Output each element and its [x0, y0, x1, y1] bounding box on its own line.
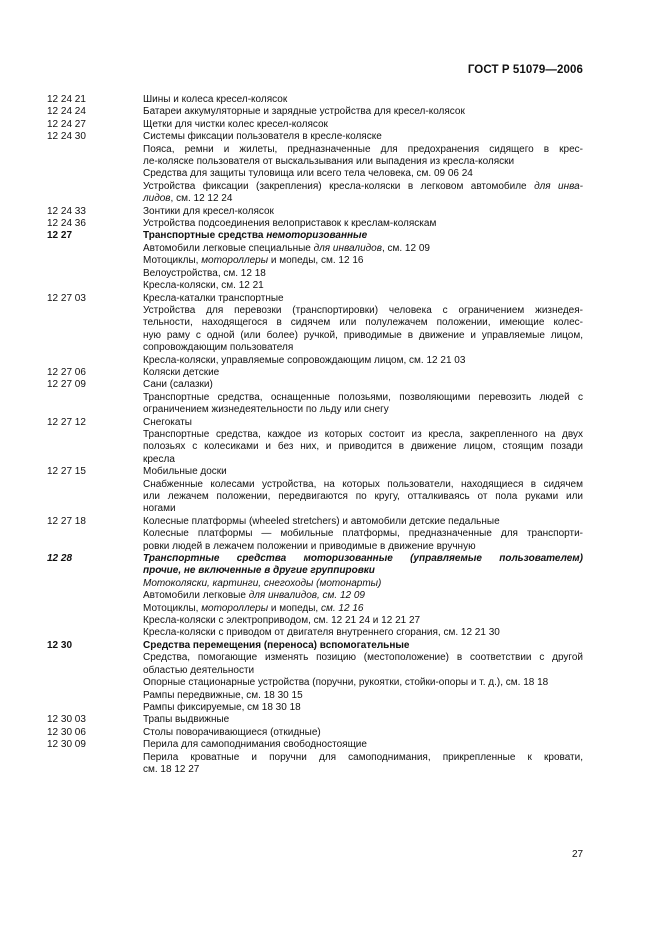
entry-text-part: или лежачем положении, передвигаются по кругу, отталкиваясь от пола руками или: [143, 491, 583, 502]
list-item: [47, 230, 583, 242]
entry-text: [143, 690, 583, 702]
entry-text: [143, 565, 583, 577]
list-item: [47, 293, 583, 305]
entry-text-part: Кресла-коляски с приводом от двигателя внутреннего сгорания, см. 12 21 30: [143, 627, 500, 639]
entry-text-part: Устройства фиксации (закрепления) кресла-коляски в легковом автомобиле: [143, 180, 535, 192]
entry-code: 12 27 09: [47, 379, 86, 391]
entry-code: [47, 268, 143, 280]
list-item: [47, 615, 583, 627]
entry-text-part: Перила кроватные и поручни для самоподнимания, прикрепленные к кровати,: [143, 751, 583, 763]
entry-text: [143, 305, 583, 317]
list-item: [47, 330, 583, 342]
entry-text: [143, 193, 583, 205]
list-item: [47, 603, 583, 615]
entry-text: [143, 392, 583, 404]
entry-code: [47, 565, 143, 577]
entry-text: [143, 528, 583, 540]
entry-text: [143, 181, 583, 193]
entry-text: [143, 268, 583, 280]
entry-code: [47, 243, 143, 255]
list-item: [47, 516, 583, 528]
entry-text: [143, 330, 583, 342]
entry-text: [143, 516, 583, 528]
entry-text-italic: Транспортные средства моторизованные (управляемые пользователем): [143, 553, 583, 565]
entry-text-part: Велоустройства, см. 12 18: [143, 267, 266, 279]
entry-code: [47, 317, 143, 329]
list-item: [47, 255, 583, 267]
entry-code: [47, 627, 143, 639]
entry-text: [143, 652, 583, 664]
entry-text: [143, 230, 583, 242]
entry-text: [143, 156, 583, 168]
entry-code: [47, 652, 143, 664]
entry-text-part: сопровождающим пользователя: [143, 342, 294, 354]
list-item: [47, 764, 583, 776]
entry-code: [47, 156, 143, 168]
classification-list: [47, 94, 583, 776]
entry-text-part: ногами: [143, 503, 176, 515]
entry-text-italic: для инва-: [534, 180, 583, 192]
list-item: [47, 541, 583, 553]
entry-text: [143, 590, 583, 602]
entry-text-part: см. 18 12 27: [143, 763, 200, 775]
entry-text: [143, 367, 583, 379]
entry-code: [47, 503, 143, 515]
entry-code: 12 27 15: [47, 466, 86, 478]
list-item: [47, 590, 583, 602]
entry-text-part: ровки людей в лежачем положении и приводимые в движение вручную: [143, 540, 476, 552]
entry-code: [47, 181, 143, 193]
entry-text: [143, 355, 583, 367]
entry-text: [143, 106, 583, 118]
entry-code: [47, 404, 143, 416]
entry-text-part: полозьях с колесиками и без них, и приводится в движение лицом, стоящим позади: [143, 441, 583, 453]
list-item: [47, 578, 583, 590]
entry-text-part: Средства перемещения (переноса) вспомогательные: [143, 639, 410, 651]
entry-text: [143, 466, 583, 478]
list-item: [47, 702, 583, 714]
list-item: [47, 206, 583, 218]
entry-code: 12 24 24: [47, 106, 86, 118]
entry-code: [47, 702, 143, 714]
list-item: [47, 466, 583, 478]
list-item: [47, 503, 583, 515]
list-item: [47, 652, 583, 664]
list-item: [47, 243, 583, 255]
entry-code: 12 24 27: [47, 118, 86, 130]
entry-code: [47, 764, 143, 776]
entry-text-part: Снегокаты: [143, 416, 192, 428]
entry-text-part: ограничением жизнедеятельности по льду или снегу: [143, 404, 389, 416]
entry-code: 12 28: [47, 553, 73, 565]
entry-text: [143, 168, 583, 180]
entry-text-part: Пояса, ремни и жилеты, предназначенные для предохранения сидящего в крес-: [143, 143, 583, 155]
entry-text-part: Автомобили легковые специальные: [143, 242, 314, 254]
list-item: [47, 317, 583, 329]
list-item: [47, 280, 583, 292]
entry-text: [143, 640, 583, 652]
list-item: [47, 156, 583, 168]
entry-code: [47, 392, 143, 404]
entry-code: 12 24 33: [47, 205, 86, 217]
entry-text-part: Мобильные доски: [143, 466, 227, 478]
entry-text: [143, 702, 583, 714]
entry-code: [47, 677, 143, 689]
entry-text-part: Транспортные средства, каждое из которых состоит из кресла, закрепленного на двух: [143, 428, 583, 440]
entry-text-part: Сани (салазки): [143, 379, 213, 391]
list-item: [47, 491, 583, 503]
entry-text-part: Автомобили легковые: [143, 590, 249, 602]
list-item: [47, 342, 583, 354]
entry-text: [143, 441, 583, 453]
entry-text: [143, 379, 583, 391]
entry-text-part: Системы фиксации пользователя в кресле-коляске: [143, 131, 382, 143]
list-item: [47, 528, 583, 540]
entry-text-part: Транспортные средства, оснащенные полозьями, позволяющими перевозить людей с: [143, 391, 583, 403]
entry-text: [143, 317, 583, 329]
entry-text-italic: прочие, не включенные в другие группировки: [143, 565, 375, 577]
entry-text-part: Рампы фиксируемые, см 18 30 18: [143, 701, 301, 713]
entry-text-part: Кресла-коляски, см. 12 21: [143, 280, 264, 292]
entry-text-part: Мотоциклы,: [143, 602, 202, 614]
list-item: [47, 479, 583, 491]
entry-code: 12 27 03: [47, 292, 86, 304]
list-item: [47, 677, 583, 689]
entry-code: [47, 665, 143, 677]
entry-text-part: Щетки для чистки колес кресел-колясок: [143, 118, 328, 130]
entry-text: [143, 615, 583, 627]
entry-text-italic: немоторизованные: [266, 230, 368, 242]
entry-text: [143, 255, 583, 267]
list-item: [47, 404, 583, 416]
entry-text: [143, 417, 583, 429]
entry-code: [47, 429, 143, 441]
entry-text-part: , см. 12 09: [381, 242, 430, 254]
entry-code: 12 27 06: [47, 366, 86, 378]
list-item: [47, 553, 583, 565]
entry-text-part: Шины и колеса кресел-колясок: [143, 94, 288, 105]
entry-code: [47, 479, 143, 491]
entry-code: 12 24 30: [47, 131, 86, 143]
entry-text-part: ле-коляске пользователя от выскальзывания или выпадения из кресла-коляски: [143, 156, 515, 168]
entry-text: [143, 627, 583, 639]
entry-code: [47, 441, 143, 453]
entry-text: [143, 243, 583, 255]
list-item: [47, 94, 583, 106]
list-item: [47, 168, 583, 180]
list-item: [47, 181, 583, 193]
entry-text-italic: мотороллеры: [201, 255, 269, 267]
list-item: [47, 355, 583, 367]
entry-code: 12 24 36: [47, 218, 86, 230]
entry-text: [143, 144, 583, 156]
entry-text-part: Снабженные колесами устройства, на которых пользователи, находящиеся в сидячем: [143, 478, 583, 490]
entry-code: [47, 603, 143, 615]
entry-code: 12 24 21: [47, 94, 86, 105]
entry-text-part: Устройства подсоединения велоприставок к креслам-коляскам: [143, 218, 437, 230]
entry-code: [47, 305, 143, 317]
entry-code: [47, 144, 143, 156]
entry-text: [143, 553, 583, 565]
entry-text: [143, 280, 583, 292]
entry-text: [143, 727, 583, 739]
entry-code: [47, 255, 143, 267]
entry-text-italic: Мотоколяски, картинги, снегоходы (мотонарты): [143, 577, 382, 589]
list-item: [47, 379, 583, 391]
entry-code: [47, 342, 143, 354]
entry-code: [47, 578, 143, 590]
entry-text-part: Кресла-коляски с электроприводом, см. 12 21 24 и 12 21 27: [143, 615, 421, 627]
entry-text-italic: см. 12 16: [321, 602, 364, 614]
list-item: [47, 714, 583, 726]
list-item: [47, 131, 583, 143]
list-item: [47, 417, 583, 429]
list-item: [47, 106, 583, 118]
entry-text-part: Трапы выдвижные: [143, 714, 230, 726]
entry-text-part: Мотоциклы,: [143, 255, 202, 267]
entry-text-part: Кресла-каталки транспортные: [143, 292, 284, 304]
entry-text-italic: мотороллеры: [201, 602, 269, 614]
entry-text-part: Перила для самоподнимания свободностоящие: [143, 739, 367, 751]
entry-text-part: Устройства для перевозки (транспортировки) человека с ограничением жизнедея-: [143, 304, 583, 316]
document-header: ГОСТ Р 51079—2006: [467, 64, 583, 76]
entry-text: [143, 677, 583, 689]
list-item: [47, 739, 583, 751]
entry-text-italic: лидов: [143, 193, 171, 205]
entry-text-part: Столы поворачивающиеся (откидные): [143, 726, 321, 738]
list-item: [47, 454, 583, 466]
entry-code: 12 30: [47, 639, 73, 651]
entry-code: [47, 541, 143, 553]
list-item: [47, 727, 583, 739]
entry-text-part: и мопеды,: [268, 602, 321, 614]
entry-code: 12 27 12: [47, 416, 86, 428]
entry-text-part: Средства, помогающие изменять позицию (местоположение) в соответствии с другой: [143, 652, 583, 664]
list-item: [47, 119, 583, 131]
entry-text: [143, 752, 583, 764]
entry-text-part: Опорные стационарные устройства (поручни, рукоятки, стойки-опоры и т. д.), см. 18 18: [143, 677, 549, 689]
entry-text: [143, 454, 583, 466]
entry-text: [143, 764, 583, 776]
entry-text: [143, 603, 583, 615]
entry-text-italic: для инвалидов: [313, 242, 382, 254]
entry-code: [47, 280, 143, 292]
entry-text: [143, 541, 583, 553]
list-item: [47, 392, 583, 404]
list-item: [47, 367, 583, 379]
list-item: [47, 218, 583, 230]
entry-code: [47, 590, 143, 602]
list-item: [47, 565, 583, 577]
list-item: [47, 305, 583, 317]
entry-text-part: Коляски детские: [143, 366, 220, 378]
entry-code: [47, 615, 143, 627]
entry-text: [143, 739, 583, 751]
entry-code: [47, 454, 143, 466]
list-item: [47, 193, 583, 205]
list-item: [47, 752, 583, 764]
entry-text: [143, 218, 583, 230]
entry-text: [143, 342, 583, 354]
entry-text: [143, 404, 583, 416]
entry-text: [143, 714, 583, 726]
entry-code: 12 30 06: [47, 726, 86, 738]
entry-code: [47, 752, 143, 764]
entry-text-part: Кресла-коляски, управляемые сопровождающим лицом, см. 12 21 03: [143, 354, 466, 366]
entry-text: [143, 429, 583, 441]
entry-code: [47, 528, 143, 540]
entry-text: [143, 491, 583, 503]
entry-code: 12 30 03: [47, 714, 86, 726]
entry-code: 12 30 09: [47, 739, 86, 751]
entry-text-part: Транспортные средства: [143, 230, 267, 242]
entry-code: [47, 491, 143, 503]
entry-text: [143, 206, 583, 218]
entry-code: 12 27 18: [47, 515, 86, 527]
entry-text-part: Средства для защиты туловища или всего тела человека, см. 09 06 24: [143, 168, 473, 180]
entry-text: [143, 131, 583, 143]
entry-code: [47, 355, 143, 367]
entry-text-part: кресла: [143, 453, 175, 465]
entry-text: [143, 94, 583, 106]
list-item: [47, 640, 583, 652]
entry-code: [47, 193, 143, 205]
entry-code: [47, 690, 143, 702]
entry-text: [143, 119, 583, 131]
list-item: [47, 429, 583, 441]
entry-text: [143, 293, 583, 305]
list-item: [47, 690, 583, 702]
page-number: 27: [572, 849, 584, 860]
entry-text: [143, 665, 583, 677]
entry-text: [143, 479, 583, 491]
entry-text-part: Рампы передвижные, см. 18 30 15: [143, 689, 303, 701]
list-item: [47, 627, 583, 639]
entry-code: 12 27: [47, 230, 73, 242]
entry-text-italic: для инвалидов, см. 12 09: [248, 590, 365, 602]
list-item: [47, 665, 583, 677]
list-item: [47, 441, 583, 453]
entry-text-part: ную раму с одной (или более) ручкой, приводимые в движение и управляемые лицом,: [143, 329, 583, 341]
entry-text: [143, 578, 583, 590]
entry-code: [47, 168, 143, 180]
entry-text-part: Батареи аккумуляторные и зарядные устройства для кресел-колясок: [143, 106, 465, 118]
entry-text-part: Колесные платформы (wheeled stretchers) и автомобили детские педальные: [143, 515, 500, 527]
entry-code: [47, 330, 143, 342]
entry-text-part: тельности, находящегося в сидячем или полулежачем положении, имеющие колес-: [143, 317, 583, 329]
entry-text-part: Зонтики для кресел-колясок: [143, 205, 274, 217]
entry-text: [143, 503, 583, 515]
entry-text-part: областью деятельности: [143, 664, 255, 676]
entry-text-part: и мопеды, см. 12 16: [268, 255, 364, 267]
list-item: [47, 144, 583, 156]
entry-text-part: , см. 12 12 24: [170, 193, 233, 205]
entry-text-part: Колесные платформы — мобильные платформы, предназначенные для транспорти-: [143, 528, 583, 540]
list-item: [47, 268, 583, 280]
